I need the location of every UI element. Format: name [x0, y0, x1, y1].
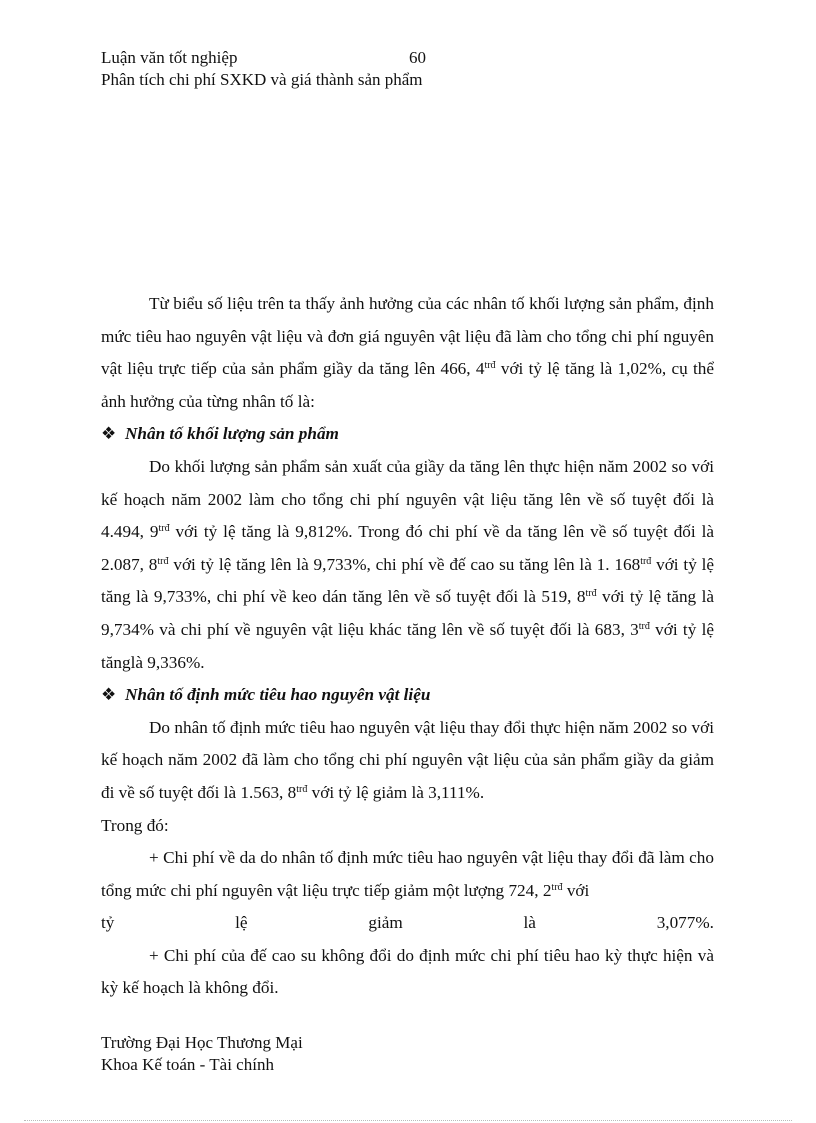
unit-superscript: trđ — [484, 360, 496, 372]
page-footer — [101, 1032, 303, 1076]
page-bottom-divider — [24, 1120, 792, 1121]
word: 3,077%. — [656, 913, 714, 933]
word: là — [523, 913, 536, 933]
text-run: Từ biểu số liệu trên ta thấy ảnh hưởng của các nhân tố khối lượng sản phẩm, định mức tiêu hao nguyên vật liệu và đơn giá nguyên vật liệu đã làm cho tổng chi phí nguyên vật liệu trực tiếp của sản phẩm giầy da tăng lên 466, 4 — [101, 294, 714, 379]
footer-university: Trường Đại Học Thương Mại — [101, 1033, 303, 1052]
unit-superscript: trđ — [157, 555, 169, 567]
text-run: với tỷ lệ tăng là 9,733%, chi phí về keo dán tăng lên về số tuyệt đối là 519, 8 — [101, 554, 715, 607]
intro-paragraph — [101, 288, 714, 418]
diamond-bullet-icon: ❖ — [101, 685, 117, 705]
text-run: với tỷ lệ tănglà 9,336%. — [101, 619, 714, 672]
word: lệ — [235, 913, 248, 933]
page-number: 60 — [409, 48, 426, 67]
text-run: với tỷ lệ tăng là 9,812%. Trong đó chi phí về da tăng lên về số tuyệt đối là 2.087, 8 — [101, 522, 714, 574]
unit-superscript: trđ — [296, 783, 308, 795]
rubber-sole-paragraph: + Chi phí của đế cao su không đổi do định mức chi phí tiêu hao kỳ thực hiện và kỳ kế hoạch là không đổi. — [101, 945, 714, 998]
heading-text: Nhân tố khối lượng sản phẩm — [125, 424, 339, 444]
unit-superscript: trđ — [640, 555, 652, 567]
volume-paragraph — [101, 451, 714, 679]
word: giảm — [368, 913, 403, 933]
text-run: với — [562, 880, 590, 900]
leather-cost-paragraph — [101, 842, 714, 907]
text-run: với tỷ lệ tăng lên là 9,733%, chi phí về đế cao su tăng lên là 1. 168 — [168, 554, 641, 574]
diamond-bullet-icon: ❖ — [101, 424, 117, 444]
heading-text: Nhân tố định mức tiêu hao nguyên vật liệu — [125, 685, 431, 705]
unit-superscript: trđ — [158, 523, 170, 535]
text-run: + Chi phí về da do nhân tố định mức tiêu hao nguyên vật liệu thay đổi đã làm cho tổng mức chi phí nguyên vật liệu trực tiếp giảm một lượng 724, 2 — [101, 848, 714, 900]
unit-superscript: trđ — [638, 620, 650, 632]
word: tỷ — [101, 913, 115, 933]
header-title: Luận văn tốt nghiệp — [101, 48, 238, 67]
trong-do-label: Trong đó: — [101, 815, 169, 835]
unit-superscript: trđ — [585, 588, 597, 600]
norm-paragraph — [101, 712, 714, 810]
text-run: với tỷ lệ giảm là 3,111%. — [307, 782, 485, 802]
page-header — [101, 47, 426, 91]
header-subtitle: Phân tích chi phí SXKD và giá thành sản phẩm — [101, 70, 423, 89]
text-run: với tỷ lệ tăng là 1,02%, cụ thể ảnh hưởng của từng nhân tố là: — [101, 359, 714, 411]
text-run: Do khối lượng sản phẩm sản xuất của giầy da tăng lên thực hiện năm 2002 so với kế hoạch năm 2002 làm cho tổng chi phí nguyên vật liệu tăng lên về số tuyệt đối là 4.494, 9 — [101, 456, 714, 542]
text-run: Do nhân tố định mức tiêu hao nguyên vật liệu thay đổi thực hiện năm 2002 so với kế hoạch năm 2002 đã làm cho tổng chi phí nguyên vật liệu của sản phẩm giầy da giảm đi về số tuyệt đối là 1.563, 8 — [101, 717, 714, 802]
leather-cost-last-line — [101, 907, 714, 940]
section-heading-volume — [101, 418, 714, 451]
section-heading-norm — [101, 679, 714, 712]
footer-faculty: Khoa Kế toán - Tài chính — [101, 1055, 274, 1074]
text-run: với tỷ lệ tăng là 9,734% và chi phí về nguyên vật liệu khác tăng lên về số tuyệt đối là 683, 3 — [101, 587, 714, 639]
document-body — [101, 288, 714, 1005]
unit-superscript: trđ — [551, 881, 563, 893]
